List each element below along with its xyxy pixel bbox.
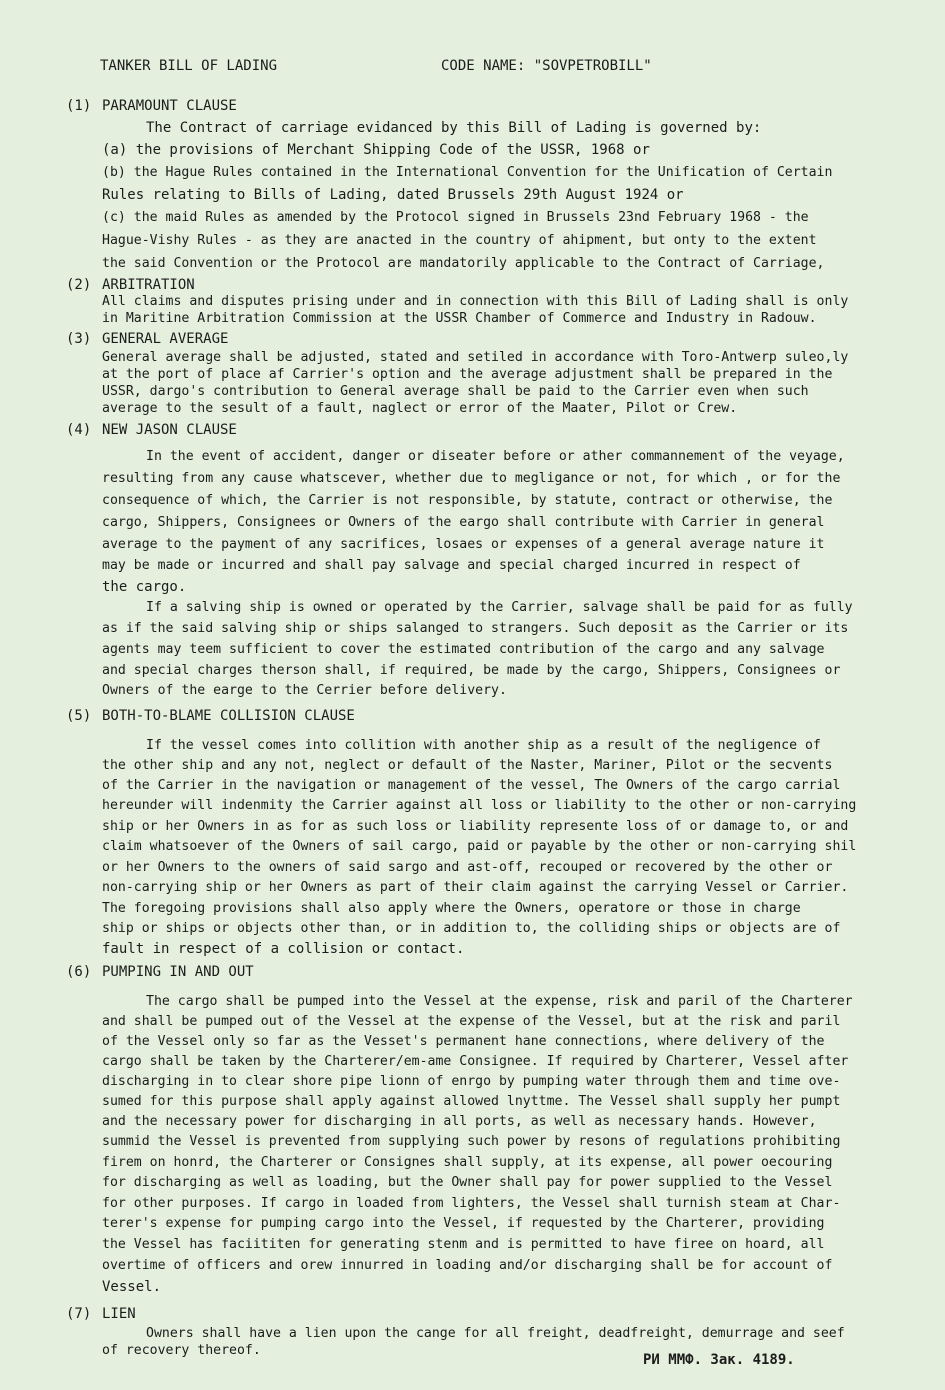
text-line: the other ship and any not, neglect or default of the Naster, Mariner, Pilot or the secvents [102, 758, 833, 773]
text-line: agents may teem sufficient to cover the estimated contribution of the cargo and any salvage [102, 642, 825, 657]
text-line: General average shall be adjusted, stated and setiled in accordance with Toro-Antwerp suleo,ly [102, 350, 849, 365]
text-line: (a) the provisions of Merchant Shipping Code of the USSR, 1968 or [102, 142, 650, 158]
text-line: terer's expense for pumping cargo into the Vessel, if requested by the Charterer, providing [102, 1216, 825, 1231]
code-name: CODE NAME: "SOVPETROBILL" [441, 58, 652, 74]
text-line: of the Carrier in the navigation or management of the vessel, The Owners of the cargo carrial [102, 778, 841, 793]
text-line: The Contract of carriage evidanced by this Bill of Lading is governed by: [146, 120, 762, 136]
text-line: ship or her Owners in as for as such loss or liability represente loss of or damage to, or and [102, 819, 849, 834]
text-line: the Vessel has faciititen for generating stenm and is permitted to have firee on hoard, all [102, 1237, 825, 1252]
text-line: discharging in to clear shore pipe lionn of enrgo by pumping water through them and time ove- [102, 1074, 841, 1089]
text-line: cargo shall be taken by the Charterer/em-ame Consignee. If required by Charterer, Vessel after [102, 1054, 849, 1069]
text-line: for other purposes. If cargo in loaded from lighters, the Vessel shall turnish steam at Char- [102, 1196, 841, 1211]
text-line: (b) the Hague Rules contained in the International Convention for the Unification of Certain [102, 165, 833, 180]
text-line: (c) the maid Rules as amended by the Protocol signed in Brussels 23nd February 1968 - the [102, 210, 809, 225]
text-line: Owners of the earge to the Cerrier before delivery. [102, 683, 507, 698]
text-line: claim whatsoever of the Owners of sail cargo, paid or payable by the other or non-carrying shil [102, 839, 857, 854]
text-line: All claims and disputes prising under and in connection with this Bill of Lading shall is only [102, 294, 849, 309]
text-line: Hague-Vishy Rules - as they are anacted in the country of ahipment, but onty to the extent [102, 233, 817, 248]
text-line: The foregoing provisions shall also apply where the Owners, operatore or those in charge [102, 901, 801, 916]
text-line: overtime of officers and orew innurred in loading and/or discharging shall be for account of [102, 1258, 833, 1273]
text-line: non-carrying ship or her Owners as part of their claim against the carrying Vessel or Carrier. [102, 880, 849, 895]
clause-heading: (2) ARBITRATION [66, 277, 195, 293]
print-mark: РИ ММФ. Зак. 4189. [643, 1352, 795, 1368]
text-line: summid the Vessel is prevented from supplying such power by resons of regulations prohibiting [102, 1134, 841, 1149]
text-line: If the vessel comes into collition with another ship as a result of the negligence of [146, 738, 821, 753]
clause-heading: (3) GENERAL AVERAGE [66, 331, 229, 347]
text-line: The cargo shall be pumped into the Vessel at the expense, risk and paril of the Charterer [146, 994, 853, 1009]
text-line: In the event of accident, danger or diseater before or ather commannement of the veyage, [146, 449, 845, 464]
text-line: ship or ships or objects other than, or in addition to, the colliding ships or objects are of [102, 921, 841, 936]
text-line: If a salving ship is owned or operated by the Carrier, salvage shall be paid for as fully [146, 600, 853, 615]
text-line: cargo, Shippers, Consignees or Owners of the eargo shall contribute with Carrier in general [102, 515, 825, 530]
text-line: as if the said salving ship or ships salanged to strangers. Such deposit as the Carrier or its [102, 621, 849, 636]
text-line: the cargo. [102, 579, 187, 595]
clause-heading: (1) PARAMOUNT CLAUSE [66, 98, 237, 114]
document-title: TANKER BILL OF LADING [100, 58, 278, 74]
text-line: sumed for this purpose shall apply against allowed lnyttme. The Vessel shall supply her pumpt [102, 1094, 841, 1109]
text-line: the said Convention or the Protocol are mandatorily applicable to the Contract of Carriage, [102, 256, 825, 271]
text-line: and shall be pumped out of the Vessel at the expense of the Vessel, but at the risk and paril [102, 1014, 841, 1029]
clause-heading: (5) BOTH-TO-BLAME COLLISION CLAUSE [66, 708, 355, 724]
text-line: at the port of place af Carrier's option and the average adjustment shall be prepared in the [102, 367, 833, 382]
text-line: or her Owners to the owners of said sargo and ast-off, recouped or recovered by the other or [102, 860, 833, 875]
text-line: and the necessary power for discharging in all ports, as well as necessary hands. However, [102, 1114, 817, 1129]
text-line: resulting from any cause whatscever, whether due to megligance or not, for which , or for the [102, 471, 841, 486]
text-line: and special charges therson shall, if required, be made by the cargo, Shippers, Consignees or [102, 663, 841, 678]
clause-heading: (7) LIEN [66, 1306, 136, 1322]
text-line: for discharging as well as loading, but the Owner shall pay for power supplied to the Vessel [102, 1175, 833, 1190]
text-line: Rules relating to Bills of Lading, dated Brussels 29th August 1924 or [102, 187, 684, 203]
text-line: of recovery thereof. [102, 1343, 261, 1358]
text-line: may be made or incurred and shall pay salvage and special charged incurred in respect of [102, 558, 801, 573]
clause-heading: (4) NEW JASON CLAUSE [66, 422, 237, 438]
text-line: average to the payment of any sacrifices, losaes or expenses of a general average nature it [102, 537, 825, 552]
text-line: average to the sesult of a fault, naglect or error of the Maater, Pilot or Crew. [102, 401, 738, 416]
text-line: consequence of which, the Carrier is not responsible, by statute, contract or otherwise, the [102, 493, 833, 508]
text-line: USSR, dargo's contribution to General average shall be paid to the Carrier even when such [102, 384, 809, 399]
text-line: hereunder will indenmity the Carrier against all loss or liability to the other or non-carrying [102, 798, 857, 813]
text-line: Owners shall have a lien upon the cange for all freight, deadfreight, demurrage and seef [146, 1326, 845, 1341]
text-line: of the Vessel only so far as the Vesset's permanent hane connections, where delivery of the [102, 1034, 825, 1049]
text-line: Vessel. [102, 1279, 162, 1295]
text-line: in Maritine Arbitration Commission at the USSR Chamber of Commerce and Industry in Radouw. [102, 311, 817, 326]
clause-heading: (6) PUMPING IN AND OUT [66, 964, 254, 980]
text-line: fault in respect of a collision or contact. [102, 941, 465, 957]
text-line: firem on honrd, the Charterer or Consignes shall supply, at its expense, all power oecouring [102, 1155, 833, 1170]
